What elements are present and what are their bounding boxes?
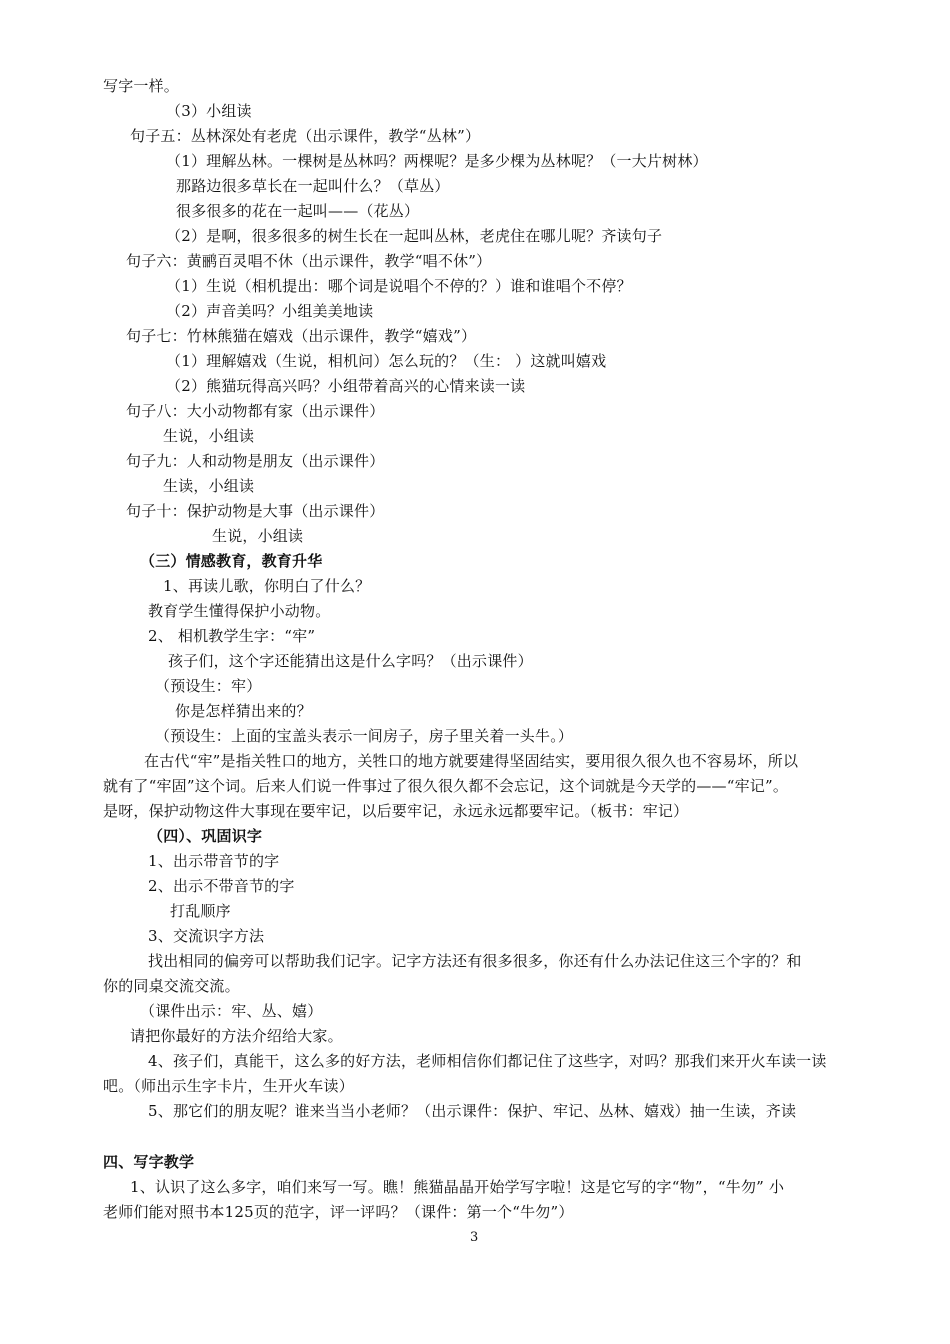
text-line: （2）是啊，很多很多的树生长在一起叫丛林，老虎住在哪儿呢？齐读句子 [166,227,663,245]
text-line: 很多很多的花在一起叫——（花丛） [176,202,420,220]
text-line: 请把你最好的方法介绍给大家。 [130,1027,343,1045]
section-heading: 四、写字教学 [103,1153,195,1171]
text-line: 孩子们，这个字还能猜出这是什么字吗？（出示课件） [168,652,533,670]
text-line: 句子七：竹林熊猫在嬉戏（出示课件，教学“嬉戏”） [126,327,477,345]
page-number: 3 [470,1230,479,1245]
text-line: 你是怎样猜出来的？ [175,702,312,720]
text-line: 句子六：黄鹂百灵唱不休（出示课件，教学“唱不休”） [126,252,492,270]
text-line: 句子八：大小动物都有家（出示课件） [126,402,385,420]
text-line: 在古代“牢”是指关牲口的地方，关牲口的地方就要建得坚固结实，要用很久很久也不容易坏，所以 [144,752,799,770]
text-line: （1）理解丛林。一棵树是丛林吗？两棵呢？是多少棵为丛林呢？（一大片树林） [166,152,708,170]
text-line: 教育学生懂得保护小动物。 [148,602,331,620]
text-line: 吧。（师出示生字卡片，生开火车读） [103,1077,354,1095]
text-line: （预设生：牢） [155,677,262,695]
text-line: 那路边很多草长在一起叫什么？（草丛） [176,177,450,195]
text-line: 5、那它们的朋友呢？谁来当当小老师？（出示课件：保护、牢记、丛林、嬉戏）抽一生读，齐读 [148,1102,797,1120]
text-line: 句子九：人和动物是朋友（出示课件） [126,452,385,470]
text-line: 2、 相机教学生字：“牢” [148,627,316,645]
text-line: 1、认识了这么多字，咱们来写一写。瞧！熊猫晶晶开始学写字啦！这是它写的字“物”，“牛勿” 小 [130,1178,785,1196]
text-line: 生说，小组读 [163,427,255,445]
section-heading: （四）、巩固识字 [148,827,263,845]
text-line: 是呀，保护动物这件大事现在要牢记，以后要牢记，永远永远都要牢记。（板书：牢记） [103,802,689,820]
text-line: 生说，小组读 [212,527,304,545]
text-line: （2）声音美吗？小组美美地读 [166,302,374,320]
text-line: （1）理解嬉戏（生说，相机问）怎么玩的？（生： ）这就叫嬉戏 [166,352,607,370]
text-line: （预设生：上面的宝盖头表示一间房子，房子里关着一头牛。） [155,727,574,745]
text-line: 就有了“牢固”这个词。后来人们说一件事过了很久很久都不会忘记，这个词就是今天学的——“牢记”。 [103,777,789,795]
text-line: （1）生说（相机提出：哪个词是说唱个不停的？）谁和谁唱个不停？ [166,277,632,295]
text-line: 老师们能对照书本125页的范字，评一评吗？（课件：第一个“牛勿”） [103,1203,574,1221]
text-line: 写字一样。 [103,77,180,95]
text-line: 1、再读儿歌，你明白了什么？ [163,577,371,595]
text-line: 句子五：丛林深处有老虎（出示课件，教学“丛林”） [130,127,481,145]
text-line: 2、出示不带音节的字 [148,877,295,895]
text-line: 1、出示带音节的字 [148,852,280,870]
text-line: （2）熊猫玩得高兴吗？小组带着高兴的心情来读一读 [166,377,526,395]
section-heading: （三）情感教育，教育升华 [140,552,323,570]
text-line: 3、交流识字方法 [148,927,265,945]
text-line: （3）小组读 [166,102,252,120]
text-line: 生读，小组读 [163,477,255,495]
text-line: 找出相同的偏旁可以帮助我们记字。记字方法还有很多很多，你还有什么办法记住这三个字的？和 [148,952,802,970]
text-line: （课件出示：牢、丛、嬉） [140,1002,323,1020]
text-line: 打乱顺序 [170,902,231,920]
text-line: 句子十：保护动物是大事（出示课件） [126,502,385,520]
text-line: 4、孩子们，真能干，这么多的好方法，老师相信你们都记住了这些字，对吗？那我们来开火车读一读 [148,1052,827,1070]
text-line: 你的同桌交流交流。 [103,977,240,995]
